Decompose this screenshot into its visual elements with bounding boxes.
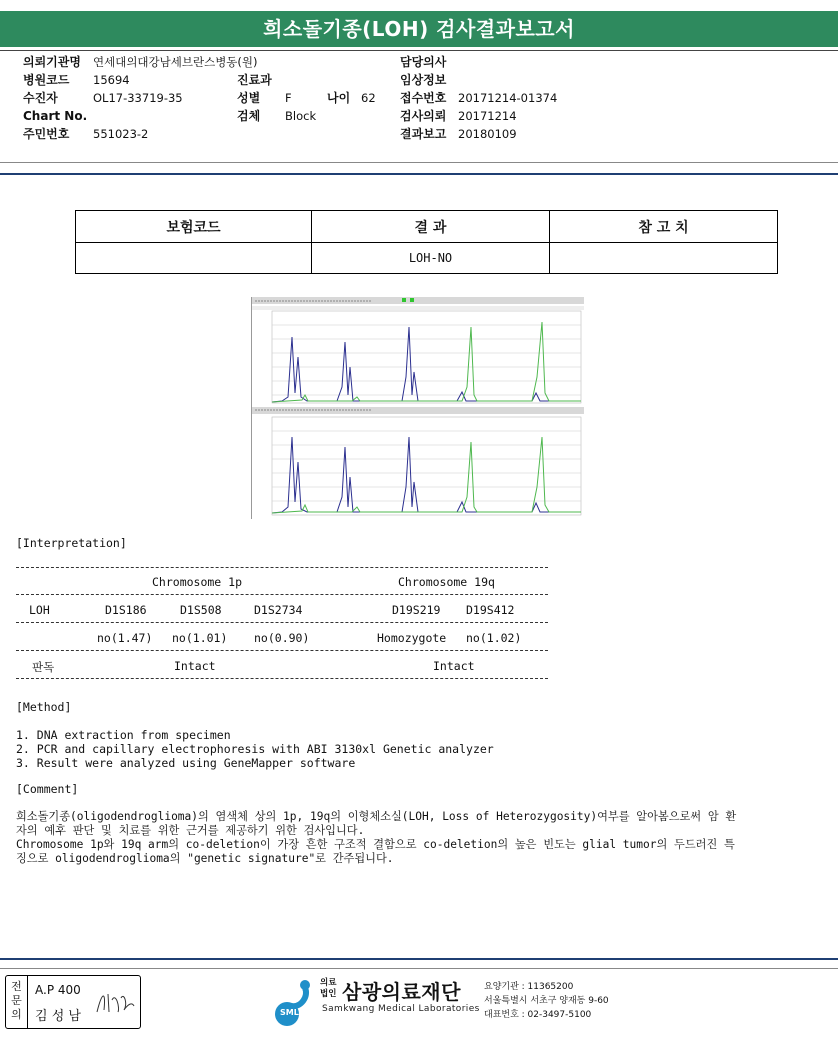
sex-label: 성별 [237, 91, 261, 105]
info-divider-thin [0, 162, 838, 163]
footer-divider-thick [0, 958, 838, 960]
stamp-name: 김 성 남 [35, 1009, 81, 1024]
signature-icon [94, 986, 136, 1018]
result-d19s219: Homozygote [377, 631, 447, 645]
reported-value: 20180109 [458, 127, 517, 141]
comment-line-2: 자의 예후 판단 및 치료를 위한 근거를 제공하기 위한 검사입니다. [16, 824, 365, 837]
verdict-label: 판독 [32, 660, 55, 674]
hospital-code-label: 병원코드 [23, 73, 70, 87]
reported-label: 결과보고 [400, 127, 447, 141]
method-item-1: 1. DNA extraction from specimen [16, 728, 231, 742]
marker-d19s412: D19S412 [466, 603, 515, 617]
insurance-code-cell [76, 243, 312, 274]
verdict-1p: Intact [174, 659, 216, 673]
chart-label: Chart No. [23, 109, 88, 123]
electropherogram-image [251, 297, 584, 519]
chr1p-label: Chromosome 1p [152, 575, 243, 589]
method-item-2: 2. PCR and capillary electrophoresis with ABI 3130xl Genetic analyzer [16, 742, 494, 756]
footer-divider-thin [0, 968, 838, 969]
reference-cell [550, 243, 778, 274]
interp-rule-4 [16, 650, 548, 651]
requested-value: 20171214 [458, 109, 517, 123]
specimen-label: 검체 [237, 109, 261, 123]
id-value: 551023-2 [93, 127, 149, 141]
sex-value: F [285, 91, 292, 105]
method-heading: [Method] [16, 700, 72, 714]
dept-label: 진료과 [237, 73, 272, 87]
comment-line-1: 희소돌기종(oligodendroglioma)의 염색체 상의 1p, 19q의 이형체소실(LOH, Loss of Heterozygosity)여부를 알아봄으로써 암 환 [16, 810, 737, 823]
verdict-19q: Intact [433, 659, 475, 673]
info-col-2 [237, 71, 376, 125]
org-name: 삼광의료재단 [342, 980, 461, 1004]
id-label: 주민번호 [23, 127, 70, 141]
loh-row-label: LOH [29, 603, 50, 617]
header-divider [0, 50, 838, 51]
age-value: 62 [361, 91, 376, 105]
org-contact-line-3: 대표번호 : 02-3497-5100 [484, 1010, 592, 1020]
sml-logo-icon [271, 978, 321, 1028]
marker-d1s2734: D1S2734 [254, 603, 303, 617]
interpretation-heading: [Interpretation] [16, 536, 127, 550]
chr19q-label: Chromosome 19q [398, 575, 495, 589]
logo-text: SML [280, 1008, 299, 1017]
org-contact [484, 980, 609, 1022]
info-col-1 [23, 53, 258, 143]
requested-label: 검사의뢰 [400, 109, 447, 123]
org-contact-line-2: 서울특별시 서초구 양재동 9-60 [484, 996, 609, 1006]
report-title: 희소돌기종(LOH) 검사결과보고서 [0, 11, 838, 47]
interp-rule-3 [16, 622, 548, 623]
interp-rule-5 [16, 678, 548, 679]
stamp-side-label: 전문의 [6, 976, 28, 1028]
org-prefix: 의료 법인 [320, 978, 337, 999]
institution-label: 의뢰기관명 [23, 55, 81, 69]
hospital-code-value: 15694 [93, 73, 130, 87]
info-col-3 [400, 53, 557, 143]
comment-heading: [Comment] [16, 782, 79, 796]
result-table [75, 210, 778, 274]
doctor-label: 담당의사 [400, 55, 447, 69]
org-contact-line-1: 요양기관 : 11365200 [484, 982, 574, 992]
accession-value: 20171214-01374 [458, 91, 558, 105]
patient-label: 수진자 [23, 91, 58, 105]
marker-d1s508: D1S508 [180, 603, 222, 617]
comment-line-4: 징으로 oligodendroglioma의 "genetic signature"로 간주됩니다. [16, 852, 394, 865]
marker-d19s219: D19S219 [392, 603, 441, 617]
result-cell: LOH-NO [312, 243, 550, 274]
result-header: 결 과 [312, 211, 550, 243]
patient-value: OL17-33719-35 [93, 91, 183, 105]
result-d1s2734: no(0.90) [254, 631, 310, 645]
result-d1s508: no(1.01) [172, 631, 228, 645]
stamp-code: A.P 400 [35, 983, 81, 997]
method-item-3: 3. Result were analyzed using GeneMapper software [16, 756, 356, 770]
accession-label: 접수번호 [400, 91, 447, 105]
clinical-label: 임상정보 [400, 73, 447, 87]
marker-d1s186: D1S186 [105, 603, 147, 617]
age-label: 나이 [327, 91, 351, 105]
institution-value: 연세대의대강남세브란스병동(원) [93, 55, 258, 69]
comment-line-3: Chromosome 1p와 19q arm의 co-deletion이 가장 흔한 구조적 결함으로 co-deletion의 높은 빈도는 glial tumor의 두드러진 특 [16, 838, 735, 851]
insurance-code-header: 보험코드 [76, 211, 312, 243]
pathologist-stamp [5, 975, 141, 1029]
result-d1s186: no(1.47) [97, 631, 153, 645]
result-d19s412: no(1.02) [466, 631, 522, 645]
interp-rule-2 [16, 594, 548, 595]
reference-header: 참 고 치 [550, 211, 778, 243]
specimen-value: Block [285, 109, 317, 123]
org-english-name: Samkwang Medical Laboratories [322, 1004, 480, 1014]
info-divider-thick [0, 173, 838, 175]
interp-rule-1 [16, 567, 548, 568]
